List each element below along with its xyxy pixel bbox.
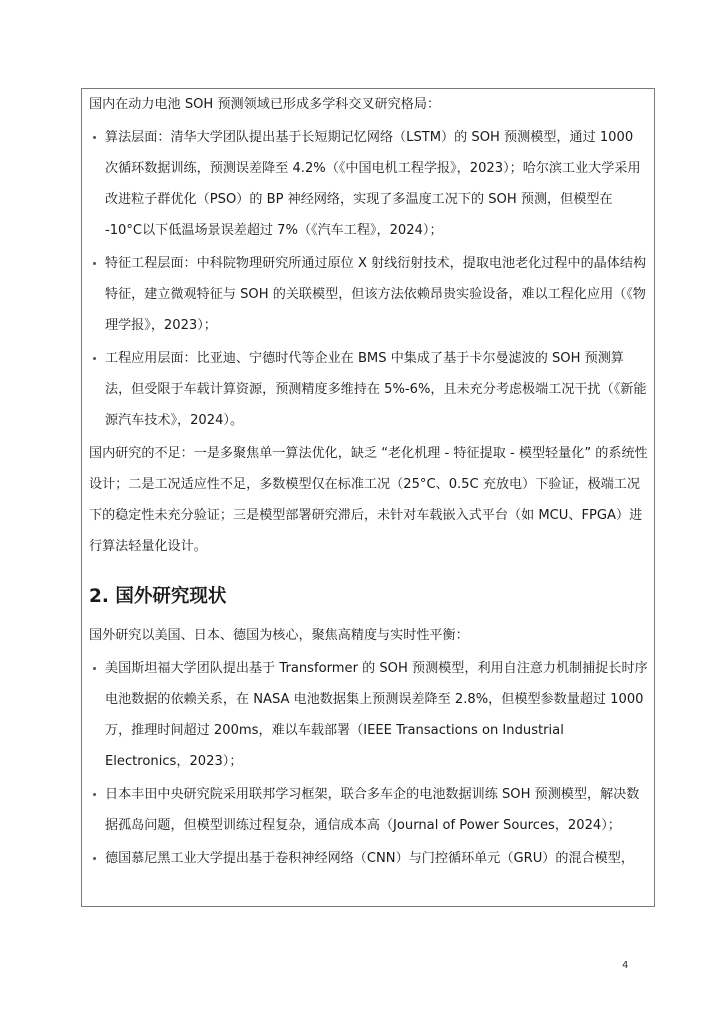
- foreign-bullet-list: [89, 653, 649, 874]
- list-item: [89, 248, 649, 341]
- domestic-intro: 国内在动力电池 SOH 预测领域已形成多学科交叉研究格局：: [89, 97, 441, 112]
- bullet-dot-icon: [93, 357, 96, 360]
- content-body: [89, 89, 649, 876]
- list-item: [89, 122, 649, 246]
- bullet-dot-icon: [93, 857, 96, 860]
- foreign-intro: 国外研究以美国、日本、德国为核心，聚焦高精度与实时性平衡：: [89, 628, 469, 643]
- list-item-text: 特征工程层面：中科院物理研究所通过原位 X 射线衍射技术，提取电池老化过程中的晶体结构特征，建立微观特征与 SOH 的关联模型，但该方法依赖昂贵实验设备，难以工程化应用（《物理学报》，2023）；: [105, 256, 647, 333]
- bullet-dot-icon: [93, 793, 96, 796]
- content-frame: [81, 88, 655, 907]
- list-item-text: 德国慕尼黑工业大学提出基于卷积神经网络（CNN）与门控循环单元（GRU）的混合模型，: [105, 851, 634, 866]
- list-item-text: 工程应用层面：比亚迪、宁德时代等企业在 BMS 中集成了基于卡尔曼滤波的 SOH 预测算法，但受限于车载计算资源，预测精度多维持在 5%-6%，且未充分考虑极端工况干扰（《新能源汽车技术》，2024）。: [105, 351, 647, 428]
- bullet-dot-icon: [93, 667, 96, 670]
- page-number: 4: [622, 960, 629, 971]
- list-item: [89, 343, 649, 436]
- domestic-bullet-list: [89, 122, 649, 436]
- list-item-text: 日本丰田中央研究院采用联邦学习框架，联合多车企的电池数据训练 SOH 预测模型，解决数据孤岛问题，但模型训练过程复杂，通信成本高（Journal of Power Sources，2024）；: [105, 787, 640, 833]
- domestic-shortcomings: 国内研究的不足：一是多聚焦单一算法优化，缺乏 “老化机理 - 特征提取 - 模型轻量化” 的系统性设计；二是工况适应性不足，多数模型仅在标准工况（25°C、0.5C 充放电）下验证，极端工况下的稳定性未充分验证；三是模型部署研究滞后，未针对车载嵌入式平台（如 MCU、FPGA）进行算法轻量化设计。: [89, 446, 648, 554]
- bullet-dot-icon: [93, 136, 96, 139]
- bullet-dot-icon: [93, 262, 96, 265]
- list-item: [89, 779, 649, 841]
- list-item-text: 算法层面：清华大学团队提出基于长短期记忆网络（LSTM）的 SOH 预测模型，通过 1000 次循环数据训练，预测误差降至 4.2%（《中国电机工程学报》，2023）；哈尔滨工业大学采用改进粒子群优化（PSO）的 BP 神经网络，实现了多温度工况下的 SOH 预测，但模型在 -10°C以下低温场景误差超过 7%（《汽车工程》，2024）；: [105, 130, 641, 238]
- list-item-text: 美国斯坦福大学团队提出基于 Transformer 的 SOH 预测模型，利用自注意力机制捕捉长时序电池数据的依赖关系，在 NASA 电池数据集上预测误差降至 2.8%，但模型参数量超过 1000 万，推理时间超过 200ms，难以车载部署（IEEE Transactions on Industrial Electronics，2023）；: [105, 661, 648, 769]
- section-heading: 2. 国外研究现状: [89, 586, 227, 607]
- list-item: [89, 653, 649, 777]
- list-item: [89, 843, 649, 874]
